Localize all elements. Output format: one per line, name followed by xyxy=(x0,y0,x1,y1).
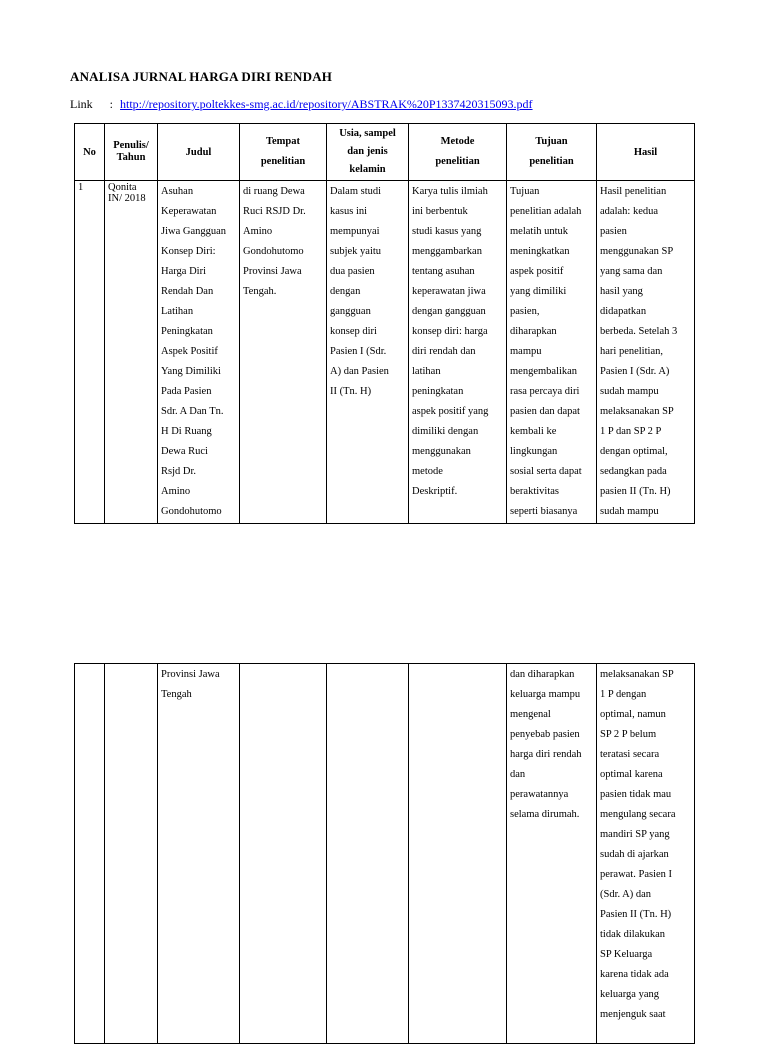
cell-penulis xyxy=(105,664,158,1044)
cell-penulis: Qonita IN/ 2018 xyxy=(105,181,158,524)
table-row xyxy=(75,664,695,1044)
link-label: Link xyxy=(70,97,93,111)
cell-tempat xyxy=(240,664,327,1044)
header-usia: Usia, sampel dan jenis kelamin xyxy=(327,124,409,181)
cell-metode: Karya tulis ilmiah ini berbentuk studi kasus yang menggambarkan tentang asuhan keperawatan jiwa dengan gangguan konsep diri: harga diri rendah dan latihan peningkatan aspek positif yang dimiliki dengan menggunakan metode Deskriptif. xyxy=(409,181,507,524)
table-row xyxy=(75,181,695,524)
document-title: ANALISA JURNAL HARGA DIRI RENDAH xyxy=(70,69,333,84)
header-hasil: Hasil xyxy=(597,124,695,181)
header-penulis: Penulis/ Tahun xyxy=(105,124,158,181)
repository-link[interactable]: http://repository.poltekkes-smg.ac.id/repository/ABSTRAK%20P1337420315093.pdf xyxy=(120,97,533,111)
table-header-row xyxy=(75,124,695,181)
link-row xyxy=(70,97,533,112)
cell-tujuan: Tujuan penelitian adalah melatih untuk meningkatkan aspek positif yang dimiliki pasien, diharapkan mampu mengembalikan rasa percaya diri pasien dan dapat kembali ke lingkungan sosial serta dapat beraktivitas seperti biasanya xyxy=(507,181,597,524)
cell-no xyxy=(75,664,105,1044)
cell-hasil: melaksanakan SP 1 P dengan optimal, namun SP 2 P belum teratasi secara optimal karena pasien tidak mau mengulang secara mandiri SP yang sudah di ajarkan perawat. Pasien I (Sdr. A) dan Pasien II (Tn. H) tidak dilakukan SP Keluarga karena tidak ada keluarga yang menjenguk saat xyxy=(597,664,695,1044)
cell-judul: Asuhan Keperawatan Jiwa Gangguan Konsep Diri: Harga Diri Rendah Dan Latihan Peningkatan Aspek Positif Yang Dimiliki Pada Pasien Sdr. A Dan Tn. H Di Ruang Dewa Ruci Rsjd Dr. Amino Gondohutomo xyxy=(158,181,240,524)
cell-tempat: di ruang Dewa Ruci RSJD Dr. Amino Gondohutomo Provinsi Jawa Tengah. xyxy=(240,181,327,524)
cell-usia xyxy=(327,664,409,1044)
journal-table-page-2 xyxy=(74,663,695,1044)
header-no: No xyxy=(75,124,105,181)
journal-table-page-1 xyxy=(74,123,695,524)
header-tempat: Tempat penelitian xyxy=(240,124,327,181)
header-metode: Metode penelitian xyxy=(409,124,507,181)
cell-hasil: Hasil penelitian adalah: kedua pasien menggunakan SP yang sama dan hasil yang didapatkan berbeda. Setelah 3 hari penelitian, Pasien I (Sdr. A) sudah mampu melaksanakan SP 1 P dan SP 2 P dengan optimal, sedangkan pada pasien II (Tn. H) sudah mampu xyxy=(597,181,695,524)
header-tujuan: Tujuan penelitian xyxy=(507,124,597,181)
cell-usia: Dalam studi kasus ini mempunyai subjek yaitu dua pasien dengan gangguan konsep diri Pasien I (Sdr. A) dan Pasien II (Tn. H) xyxy=(327,181,409,524)
cell-metode xyxy=(409,664,507,1044)
link-separator: : xyxy=(109,97,114,111)
header-judul: Judul xyxy=(158,124,240,181)
cell-tujuan: dan diharapkan keluarga mampu mengenal penyebab pasien harga diri rendah dan perawatannya selama dirumah. xyxy=(507,664,597,1044)
cell-judul: Provinsi Jawa Tengah xyxy=(158,664,240,1044)
cell-no: 1 xyxy=(75,181,105,524)
